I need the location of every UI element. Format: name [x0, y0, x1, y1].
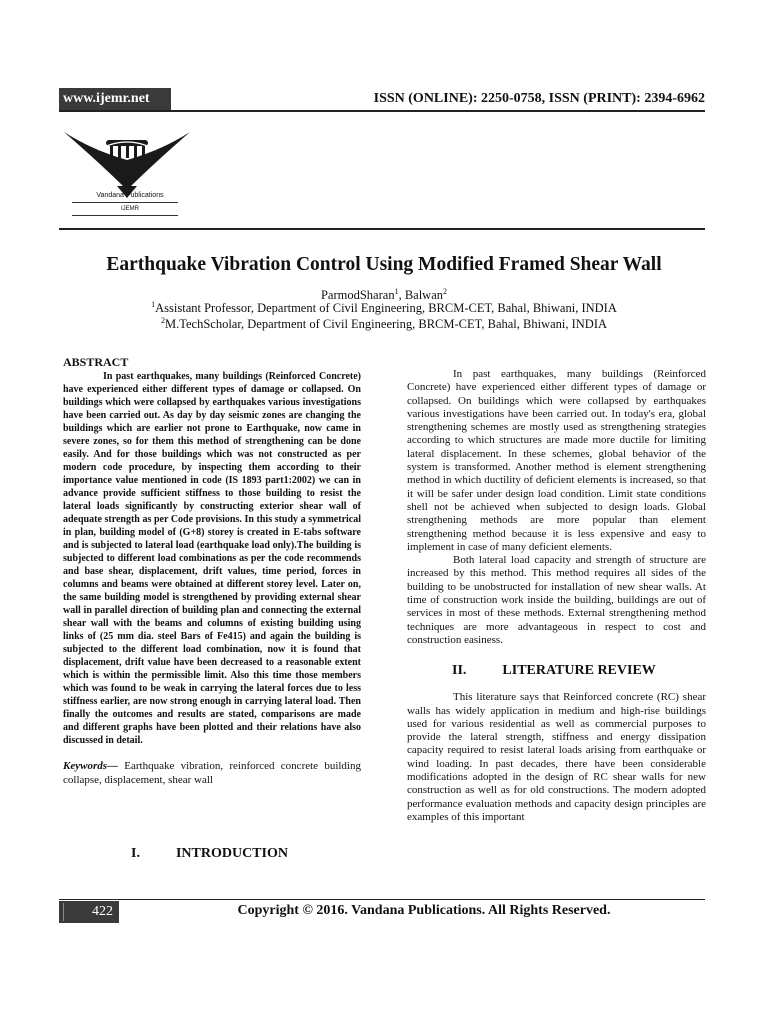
journal-website: www.ijemr.net	[59, 88, 171, 110]
intro-paragraph-2: Both lateral load capacity and strength of structure are increased by this method. This method requires all sides of the building to be unobstructed for installation of new shear walls. At time of construction work inside the building, buildings are out of services in most of these methods. External strengthening method techniques are more advantageous in respect to cost and construction easiness.	[407, 554, 706, 646]
header-rule-2	[59, 228, 705, 230]
affiliation-1: $^1$Assistant Professor, Department of Civil Engineering, BRCM-CET, Bahal, Bhiwani, INDIA	[151, 300, 617, 316]
page-number: 422	[59, 901, 119, 923]
paper-title: Earthquake Vibration Control Using Modified Framed Shear Wall	[106, 254, 662, 275]
logo-publisher-text: Vandana Publications	[96, 192, 164, 199]
affiliation-2: $^2$M.TechScholar, Department of Civil Engineering, BRCM-CET, Bahal, Bhiwani, INDIA	[160, 316, 608, 332]
footer-rule	[59, 899, 705, 900]
literature-paragraph: This literature says that Reinforced concrete (RC) shear walls has widely application in medium and high-rise buildings used for various residential as well as commercial purposes to provide the lateral strength, stiffness and energy dissipation capacity required to resist lateral loads arising from earthquake or wind loading. In past decades, there have been considerable modifications adopted in the design of RC shear walls for new construction as well as for old constructions. The modern adopted performance evaluation methods and capacity design principles are examples of this important	[407, 691, 706, 823]
issn-text: ISSN (ONLINE): 2250-0758, ISSN (PRINT): 2394-6962	[373, 91, 705, 106]
header-rule	[59, 110, 705, 112]
logo-rule-bottom	[72, 215, 178, 216]
left-column	[63, 355, 361, 798]
vandana-logo	[62, 120, 192, 220]
keywords: Keywords— Earthquake vibration, reinforced concrete building collapse, displacement, shear wall	[63, 760, 361, 786]
abstract-text: In past earthquakes, many buildings (Reinforced Concrete) have experienced either different types of damage or collapsed. On buildings which were collapsed by earthquakes various investigations have been carried out. As day by day seismic zones are changing the buildings which are earlier not prone to Earthquake, now came in severe zones, so for them this method of strengthening can be done easily. And for those buildings which was not constructed as per modern code procedure, by inspecting them according to their importance value mentioned in code (IS 1893 part1:2002) we can in advance provide sufficient stiffness to those building to resist the lateral loads significantly by constructing exterior shear wall of adequate strength as per Code provisions. In this study a symmetrical in plan, building model of (G+8) storey is created in E-tabs software and is subjected to lateral load (earthquake load only).The building is subjected to different load combinations as per the code recommends and base shear, displacement, drift values, time period, forces in columns and beams were obtained at different storey level. Later on, the same building model is strengthened by providing external shear wall in parallel direction of building plan and connecting the external shear wall with the beams and columns of existing building using links of (25 mm dia. steel Bars of Fe415) and again the building is subjected to the different load combination, now it is found that displacement, drift value have been decreased to a reasonable extent which is within the permissible limit. Also this time those members which was found to be weak in carrying the lateral forces due to less stiffness earlier, are now strong enough in carrying lateral load. Then finally the outcomes and results are stated, comparisons are made and different graphs have been plotted and their relations have also discussed in detail.	[63, 371, 361, 746]
intro-paragraph-1: In past earthquakes, many buildings (Reinforced Concrete) have experienced either different types of damage or collapsed. On buildings which were collapsed by earthquakes various investigations have been carried out. In today's era, global strengthening schemes are mostly used as strengthening strategies according to which structures are made more ductile for limiting lateral displacement. In these schemes, global behavior of the system is transformed. Another method is element strengthening method in which ductility of deficient elements is increased, so that it will be safer under design load condition. Limit state conditions shell not be achieved when subjected to design loads. Global strengthening methods are more popular than element strengthening method because it is less expensive and easy to implement in case of many deficient elements.	[407, 368, 706, 553]
logo-journal-text: IJEMR	[121, 206, 139, 212]
intro-heading: I. INTRODUCTION	[131, 846, 288, 861]
copyright-notice: Copyright © 2016. Vandana Publications. All Rights Reserved.	[237, 903, 611, 918]
right-column	[407, 368, 706, 824]
abstract-heading: ABSTRACT	[63, 355, 129, 369]
authors: ParmodSharan$^1$, Balwan$^2$	[320, 287, 448, 303]
literature-review-heading: II. LITERATURE REVIEW	[452, 663, 656, 679]
logo-rule-top	[72, 202, 178, 203]
